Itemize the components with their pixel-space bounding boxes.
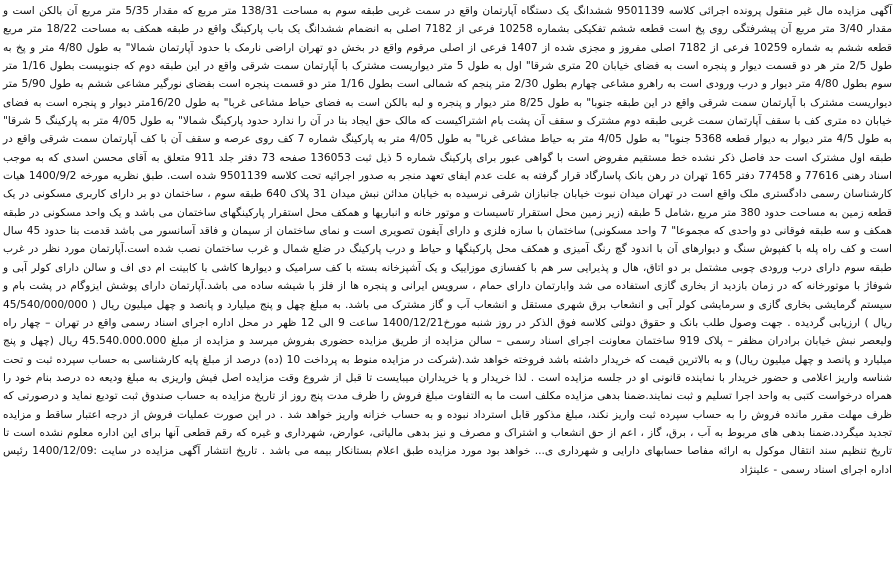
auction-notice bbox=[3, 2, 892, 479]
notice-body-text: آگهی مزایده مال غیر منقول پرونده اجرائی کلاسه 9501139 ششدانگ یک دستگاه آپارتمان واقع در سمت غربی طبقه سوم به مساحت 138/31 متر مربع که مقدار 5/35 متر مربع آن بالکن است و مقدار 3/40 متر مربع آن پیشرفتگی روی پخ است قطعه ششم تفکیکی بشماره 10258 فرعی از 7182 اصلی به انضمام ششدانگ یک باب پارکینگ واقع در طبقه همکف به مساحت 18/22 متر مربع قطعه ششم به شماره 10259 فرعی از 7182 اصلی مفروز و مجزی شده از 1407 فرعی از اصلی مرقوم واقع در بخش دو تهران اراضی نارمک با حدود آپارتمان شمالا" به طول 4/80 متر و پخ به طول 2/5 متر هر دو قسمت دیوار و پنجره است به فضای خیابان 20 متری شرقا" اول به طول 5 متر دیواریست مشترک با آپارتمان سمت شرقی واقع در این طبقه دوم که جنوبیست بطول 1/16 متر سوم بطول 4/80 متر دیوار و درب ورودی است به راهرو مشاعی چهارم بطول 2/30 متر پنجم که شمالی است بطول 1/16 متر دو قسمت پنجره است بفضای نورگیر مشاعی ششم به طول 5/90 متر دیواریست مشترک با آپارتمان سمت شرقی واقع در این طبقه جنوبا" به طول 8/25 متر دیوار و پنجره و لبه بالکن است به فضای حیاط مشاعی غربا" به طول 16/20متر دیوار و پنجره است به فضای خیابان ده متری کف با سقف آپارتمان سمت غربی طبقه دوم مشترک و سقف آن پشت بام اشتراکیست که مالک حق ایجاد بنا در آن را ندارد حدود پارکینگ شمالا" به طول 4/05 متر به پارکینگ 5 شرقا" به طول 4/5 متر دیوار به دیوار قطعه 5368 جنوبا" به طول 4/05 متر به حیاط مشاعی غربا" به طول 4/05 متر به پارکینگ شماره 7 کف روی عرصه و سقف آن با کف آپارتمان سمت شرقی واقع در طبقه اول مشترک است حد فاصل ذکر نشده خط مستقیم مفروض است با گواهی عبور برای پارکینگ شماره 5 ذیل ثبت 136053 صفحه 73 دفتر جلد 911 متعلق به آقای محسن اسدی که به موجب اسناد رهنی 77616 و 77458 دفتر 165 تهران در رهن بانک پاسارگاد قرار گرفته به علت عدم ایفای تعهد منجر به صدور اجرائیه تحت کلاسه 9501139 شده است. طبق نظریه مورخه 1400/9/2 هیات کارشناسان رسمی دادگستری ملک واقع است در تهران میدان نبوت خیابان جانبازان شرقی نرسیده به خیابان مدائن نبش میدان 31 پلاک 640 طبقه سوم ، ساختمان دو بر دارای کاربری مسکونی در یک قطعه زمین به مساحت حدود 380 متر مربع ،شامل 5 طبقه (زیر زمین محل استقرار تاسیسات و موتور خانه و انباریها و همکف محل استقرار پارکینگهای ساختمان می باشد و یک واحد مسکونی در طبقه همکف و سه طبقه فوقانی دو واحدی که مجموعا" 7 واحد مسکونی) ساختمان با سازه فلزی و دارای آیفون تصویری است و نمای ساختمان از سیمان و فاقد آسانسور می باشد قدمت بنا حدود 45 سال است و کف راه پله با کفپوش سنگ و دیوارهای آن با اندود گچ رنگ آمیزی و همکف محل پارکینگها و حیاط و درب پارکینگ در ضلع شمال و غرب ساختمان نصب شده است.آپارتمان مورد نظر در غرب طبقه سوم دارای درب ورودی چوبی مشتمل بر دو اتاق، هال و پذیرایی سر هم با کفسازی موزاییک و یک آشپزخانه بسته با کف سرامیک و دیوارها کاشی با کابینت ام دی اف و سالن دارای کولر آبی و شوفاژ با موتورخانه که در زمان بازدید از بخاری گازی استفاده می شد وابارتمان دارای حمام ، سرویس ایرانی و پنجره ها از فلز با شیشه ساده می باشد.آپارتمان دارای پوشش ایزوگام در پشت بام و سیستم گرمایشی بخاری گازی و سرمایشی کولر آبی و انشعاب برق شهری مستقل و انشعاب آب و گاز مشترک می باشد. به مبلغ چهل و پنج میلیارد و پانصد و چهل میلیون ریال ( 45/540/000/000 ریال ) ارزیابی گردیده . جهت وصول طلب بانک و حقوق دولتی کلاسه فوق الذکر در روز شنبه مورخ1400/12/21 ساعت 9 الی 12 ظهر در محل اداره اجرای اسناد رسمی واقع در تهران – چهار راه ولیعصر نبش خیابان برادران مظفر – پلاک 919 ساختمان معاونت اجرای اسناد رسمی – سالن مزایده از طریق مزایده حضوری بفروش میرسد و مزایده از مبلغ 45.540.000.000 ریال (چهل و پنج میلیارد و پانصد و چهل میلیون ریال) و به بالاترین قیمت که خریدار داشته باشد فروخته خواهد شد.(شرکت در مزایده منوط به پرداخت 10 (ده) درصد از مبلغ پایه کارشناسی به حساب سپرده ثبت و تحت شناسه واریز اعلامی و حضور خریدار با نماینده قانونی او در جلسه مزایده است . لذا خریدار و یا خریداران میبایست تا قبل از شروع وقت مزایده اصل فیش واریزی به مبلغ ودیعه ده درصد بنام خود را همراه درخواست کتبی به واحد اجرا تسلیم و ثبت نمایند.ضمنا بدهی مزایده مکلف است ما به التفاوت مبلغ فروش را ظرف مدت پنج روز از تاریخ مزایده به حساب صندوق ثبت تودیع نماید و درصورتی که ظرف مهلت مقرر مانده فروش را به حساب سپرده ثبت واریز نکند، مبلغ مذکور قابل استرداد نبوده و به حساب خزانه واریز خواهد شد . در این صورت عملیات فروش از درجه اعتبار ساقط و مزایده تجدید میگردد.ضمنا بدهی های مربوط به آب ، برق، گاز ، اعم از حق انشعاب و اشتراک و مصرف و نیز بدهی مالیاتی، عوارض، شهرداری و غیره که رقم قطعی آنها برای این اداره معلوم نشده است تا تاریخ تنظیم سند انتقال موکول به ارائه مفاصا حسابهای دارایی و شهرداری ی... خواهد بود مورد مزایده طبق اعلام بستانکار بیمه می باشد . تاریخ انتشار آگهی مزایده در سایت :1400/12/09 رئیس اداره اجرای اسناد رسمی - علینژاد bbox=[3, 5, 893, 476]
